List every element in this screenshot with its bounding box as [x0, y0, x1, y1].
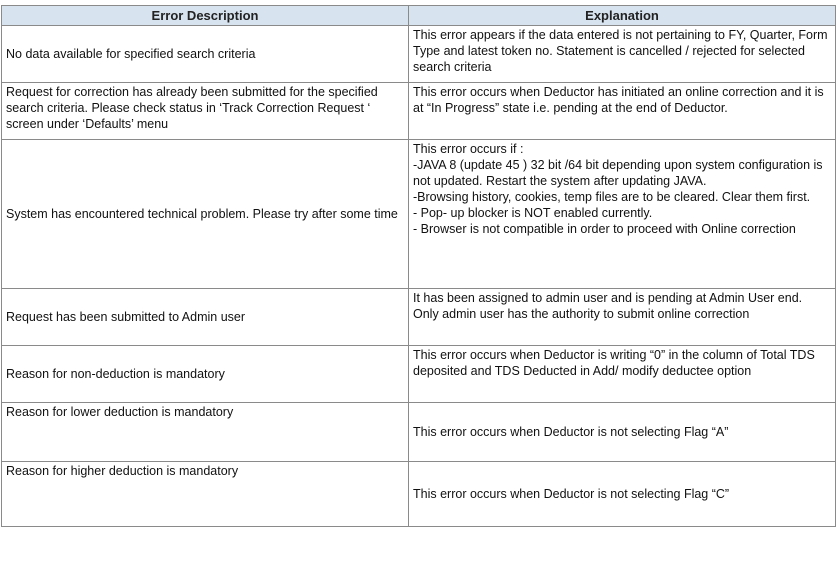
explanation-line: This error appears if the data entered is not pertaining to FY, Quarter, Form Type and latest token no. Statement is cancelled / rejected for selected search criteria [413, 28, 828, 74]
table-row [2, 462, 836, 527]
explanation-line: This error occurs when Deductor has initiated an online correction and it is at “In Progress” state i.e. pending at the end of Deductor. [413, 85, 824, 115]
explanation-cell [409, 140, 836, 289]
explanation-cell [409, 289, 836, 346]
error-description-cell: Reason for lower deduction is mandatory [2, 403, 409, 462]
error-description-cell: No data available for specified search criteria [2, 26, 409, 83]
table-row [2, 346, 836, 403]
error-description-cell: Request has been submitted to Admin user [2, 289, 409, 346]
explanation-line: It has been assigned to admin user and is pending at Admin User end. Only admin user has the authority to submit online correction [413, 291, 803, 321]
table-row [2, 140, 836, 289]
error-description-cell: System has encountered technical problem. Please try after some time [2, 140, 409, 289]
explanation-line: - Pop- up blocker is NOT enabled currently. [413, 206, 653, 220]
error-description-cell: Reason for non-deduction is mandatory [2, 346, 409, 403]
error-description-cell: Reason for higher deduction is mandatory [2, 462, 409, 527]
table-row [2, 403, 836, 462]
explanation-line: This error occurs when Deductor is writing “0” in the column of Total TDS deposited and TDS Deducted in Add/ modify deductee option [413, 348, 815, 378]
table-row [2, 26, 836, 83]
explanation-cell [409, 403, 836, 462]
explanation-line: -JAVA 8 (update 45 ) 32 bit /64 bit depending upon system configuration is not updated. Restart the system after updating JAVA. [413, 158, 823, 188]
error-description-cell: Request for correction has already been submitted for the specified search criteria. Please check status in ‘Track Correction Request ‘ screen under ‘Defaults’ menu [2, 83, 409, 140]
explanation-cell [409, 462, 836, 527]
column-header-error-description: Error Description [2, 6, 409, 26]
table-row [2, 289, 836, 346]
explanation-line: This error occurs when Deductor is not selecting Flag “A” [413, 425, 729, 439]
explanation-line: -Browsing history, cookies, temp files are to be cleared. Clear them first. [413, 190, 811, 204]
explanation-line: This error occurs when Deductor is not selecting Flag “C” [413, 487, 730, 501]
table-row [2, 83, 836, 140]
header-row [2, 6, 836, 26]
error-table [1, 5, 836, 527]
explanation-cell [409, 83, 836, 140]
explanation-line: - Browser is not compatible in order to proceed with Online correction [413, 222, 796, 236]
column-header-explanation: Explanation [409, 6, 836, 26]
explanation-cell [409, 346, 836, 403]
explanation-line: This error occurs if : [413, 142, 524, 156]
explanation-cell [409, 26, 836, 83]
